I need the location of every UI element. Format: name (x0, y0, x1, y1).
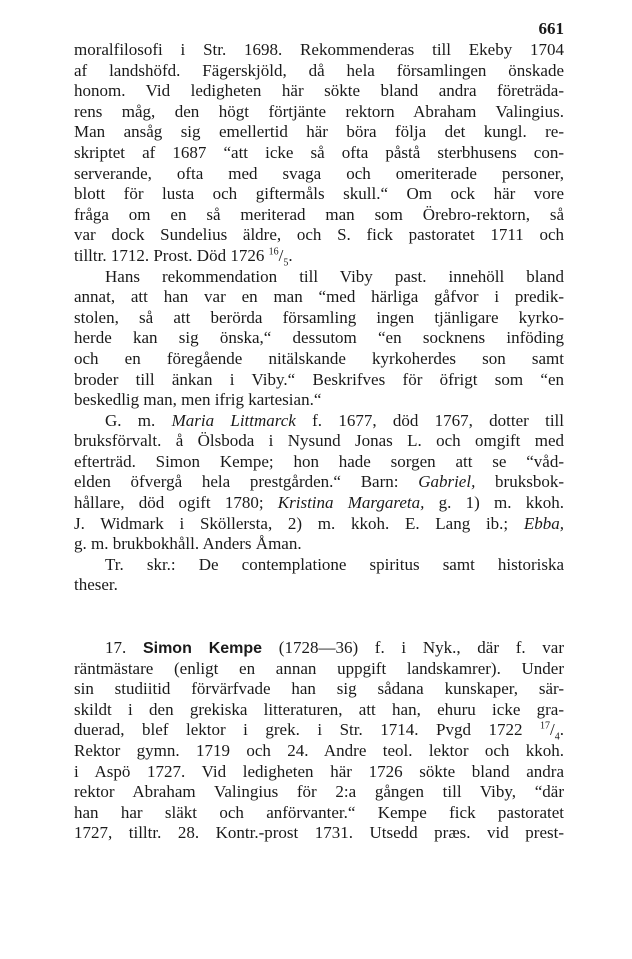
line-text: skriptet af 1687 “att icke så ofta påstå sterbhusens con- (74, 142, 564, 162)
line-text: bruksförvalt. å Ölsboda i Nysund Jonas L. och omgift med (74, 431, 564, 451)
text-line (74, 143, 564, 164)
text-line (74, 164, 564, 185)
text-line (74, 575, 564, 596)
line-text: Rektor gymn. 1719 och 24. Andre teol. lektor och kkoh. (74, 741, 564, 760)
text-line (74, 431, 564, 452)
line-text: bruksbok- (475, 472, 564, 492)
line-text: skildt i den grekiska litteraturen, att han, ehuru icke gra- (74, 699, 564, 719)
text-line (74, 679, 564, 700)
line-text: g. m. brukbokhåll. Anders Åman. (74, 534, 302, 554)
text-line (74, 762, 564, 783)
text-line (74, 349, 564, 370)
line-text: Man ansåg sig emellertid här böra följa det kungl. re- (74, 122, 564, 142)
line-text: / (278, 245, 284, 265)
line-text: hållare, död ogift 1780; (74, 493, 278, 513)
line-text: rektor Abraham Valingius för 2:a gången till Viby, “där (74, 782, 564, 802)
line-text: g. 1) m. kkoh. (424, 493, 564, 513)
line-text: theser. (74, 575, 118, 595)
line-text: han har släkt och anförvanter.“ Kempe fick pastoratet (74, 802, 564, 822)
line-text: herde kan sig önska,“ dessutom “en socknens inföding (74, 328, 564, 348)
line-text: 4 (554, 731, 560, 741)
text-line (74, 700, 564, 721)
line-text: (1728—36) f. i Nyk., där f. var (262, 638, 564, 658)
body-text (74, 40, 564, 844)
text-line (74, 246, 564, 267)
text-line (74, 184, 564, 205)
text-line (74, 370, 564, 391)
line-text: efterträd. Simon Kempe; hon hade sorgen att se “våd- (74, 451, 564, 471)
italic-name: Gabriel, (418, 472, 476, 492)
text-line (74, 308, 564, 329)
line-text: . (288, 245, 293, 265)
text-line (74, 225, 564, 246)
line-text: räntmästare (enligt en annan uppgift landskamrer). Under (74, 658, 564, 678)
line-text: blott för lusta och giftermåls skull.“ Om ock här vore (74, 184, 564, 204)
italic-name: Maria Littmarck (171, 410, 296, 430)
text-line (74, 514, 564, 535)
line-text: Tr. skr.: De contemplatione spiritus samt historiska (105, 554, 564, 574)
text-line (74, 205, 564, 226)
text-line (74, 267, 564, 288)
line-text: 1727, tilltr. 28. Kontr.-prost 1731. Utsedd præs. vid prest- (74, 823, 564, 843)
text-line (74, 803, 564, 824)
text-line (74, 823, 564, 844)
line-text: af landshöfd. Fägerskjöld, då hela församlingen önskade (74, 60, 564, 80)
text-line (74, 102, 564, 123)
text-line (74, 81, 564, 102)
text-line (74, 555, 564, 576)
text-line (74, 452, 564, 473)
line-text: fråga om en så meriterad man som Örebro-rektorn, så (74, 204, 564, 224)
line-text: elden öfvergå hela prestgården.“ Barn: (74, 472, 419, 492)
italic-name: Ebba, (523, 513, 564, 533)
entry-name: Simon Kempe (142, 640, 263, 658)
line-text: . (559, 720, 564, 740)
line-text: f. 1677, död 1767, dotter till (295, 410, 564, 430)
section-gap (74, 596, 564, 638)
text-line (74, 328, 564, 349)
line-text: tilltr. 1712. Prost. Död 1726 (74, 245, 269, 265)
line-text: broder till änkan i Viby.“ Beskrifves för öfrigt som “en (74, 369, 564, 389)
page-number: 661 (538, 19, 564, 38)
line-text: duerad, blef lektor i grek. i Str. 1714. Pvgd 1722 (74, 720, 541, 740)
line-text: honom. Vid ledigheten här sökte bland andra företräda- (74, 81, 564, 101)
text-line (74, 287, 564, 308)
line-text: 17. (105, 638, 143, 658)
line-text: / (550, 720, 555, 740)
line-text: moralfilosofi i Str. 1698. Rekommenderas till Ekeby 1704 (74, 40, 564, 59)
text-line (74, 782, 564, 803)
line-text: rens måg, den högt förtjänte rektorn Abraham Valingius. (74, 101, 564, 121)
text-line (74, 659, 564, 680)
line-text: var dock Sundelius äldre, och S. fick pastoratet 1711 och (74, 225, 564, 245)
text-line (74, 493, 564, 514)
line-text: i Aspö 1727. Vid ledigheten här 1726 sökte bland andra (74, 761, 564, 781)
line-text: 16 (268, 246, 279, 258)
text-line (74, 40, 564, 61)
line-text: G. m. (105, 410, 172, 430)
line-text: annat, att han var en man “med härliga gåfvor i predik- (74, 287, 564, 307)
line-text: sin studiitid förvärfvade han sig sådana kunskaper, sär- (74, 679, 564, 699)
text-line (74, 720, 564, 741)
italic-name: Kristina Margareta, (277, 493, 425, 513)
text-line (74, 122, 564, 143)
line-text: 5 (283, 257, 289, 267)
line-text: J. Widmark i Sköllersta, 2) m. kkoh. E. Lang ib.; (74, 513, 524, 533)
text-line (74, 411, 564, 432)
text-line (74, 390, 564, 411)
line-text: Hans rekommendation till Viby past. innehöll bland (105, 266, 564, 286)
line-text: och en föregående nitälskande kyrkoherdes son samt (74, 348, 564, 368)
text-line (74, 741, 564, 762)
text-line (74, 472, 564, 493)
text-line (74, 61, 564, 82)
line-text: beskedlig man, men ifrig kartesian.“ (74, 390, 322, 410)
text-line (74, 534, 564, 555)
line-text: stolen, så att berörda församling ingen tjänligare kyrko- (74, 307, 564, 327)
line-text: serverande, ofta med svaga och omeriterade personer, (74, 163, 564, 183)
text-line (74, 638, 564, 659)
line-text: 17 (540, 720, 551, 732)
